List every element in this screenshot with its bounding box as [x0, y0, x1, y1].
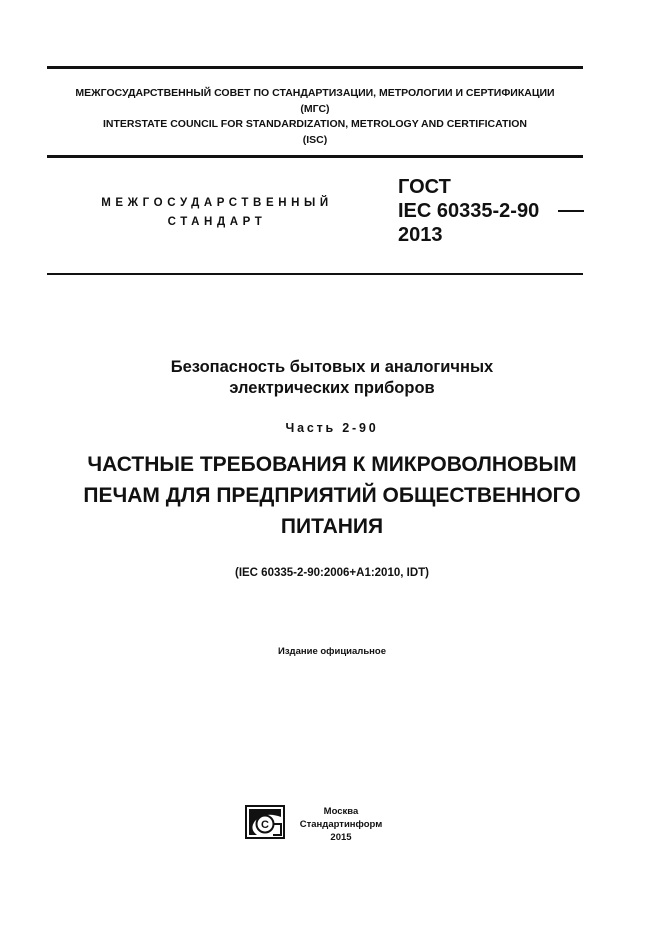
document-subject [47, 357, 617, 399]
council-abbr-ru: (МГС) [300, 102, 330, 115]
equivalence-note: (IEC 60335-2-90:2006+A1:2010, IDT) [234, 567, 429, 579]
publication-year: 2015 [330, 832, 352, 843]
title-line3: ПИТАНИЯ [280, 515, 384, 538]
subject-line2: электрических приборов [229, 379, 435, 397]
subject-line1: Безопасность бытовых и аналогичных [170, 358, 494, 376]
designation-dash [558, 210, 584, 212]
publisher-name: Стандартинформ [299, 819, 383, 830]
title-line1: ЧАСТНЫЕ ТРЕБОВАНИЯ К МИКРОВОЛНОВЫМ [87, 453, 577, 476]
standard-type [72, 194, 362, 232]
title-line2: ПЕЧАМ ДЛЯ ПРЕДПРИЯТИЙ ОБЩЕСТВЕННОГО [83, 484, 581, 507]
publisher-info [298, 805, 384, 844]
designation-gost: ГОСТ [398, 176, 451, 198]
edition-label: Издание официальное [278, 646, 386, 657]
standard-designation [398, 175, 539, 247]
standard-type-line1: МЕЖГОСУДАРСТВЕННЫЙ [101, 197, 333, 209]
part-number: Часть 2-90 [285, 421, 379, 435]
top-rule [47, 66, 583, 69]
standartinform-logo-icon [245, 805, 285, 839]
council-name-en: INTERSTATE COUNCIL FOR STANDARDIZATION, METROLOGY AND CERTIFICATION [102, 118, 528, 130]
svg-text:С: С [261, 819, 269, 831]
council-divider [47, 155, 583, 158]
council-header [47, 86, 583, 148]
designation-divider [47, 273, 583, 275]
publisher-city: Москва [323, 806, 359, 817]
council-abbr-en: (ISC) [302, 133, 328, 146]
designation-year: 2013 [398, 224, 443, 246]
standard-type-line2: СТАНДАРТ [167, 216, 267, 228]
designation-number: IEC 60335-2-90 [398, 200, 540, 222]
document-title [47, 449, 617, 542]
council-name-ru: МЕЖГОСУДАРСТВЕННЫЙ СОВЕТ ПО СТАНДАРТИЗАЦИИ, МЕТРОЛОГИИ И СЕРТИФИКАЦИИ [75, 87, 555, 99]
